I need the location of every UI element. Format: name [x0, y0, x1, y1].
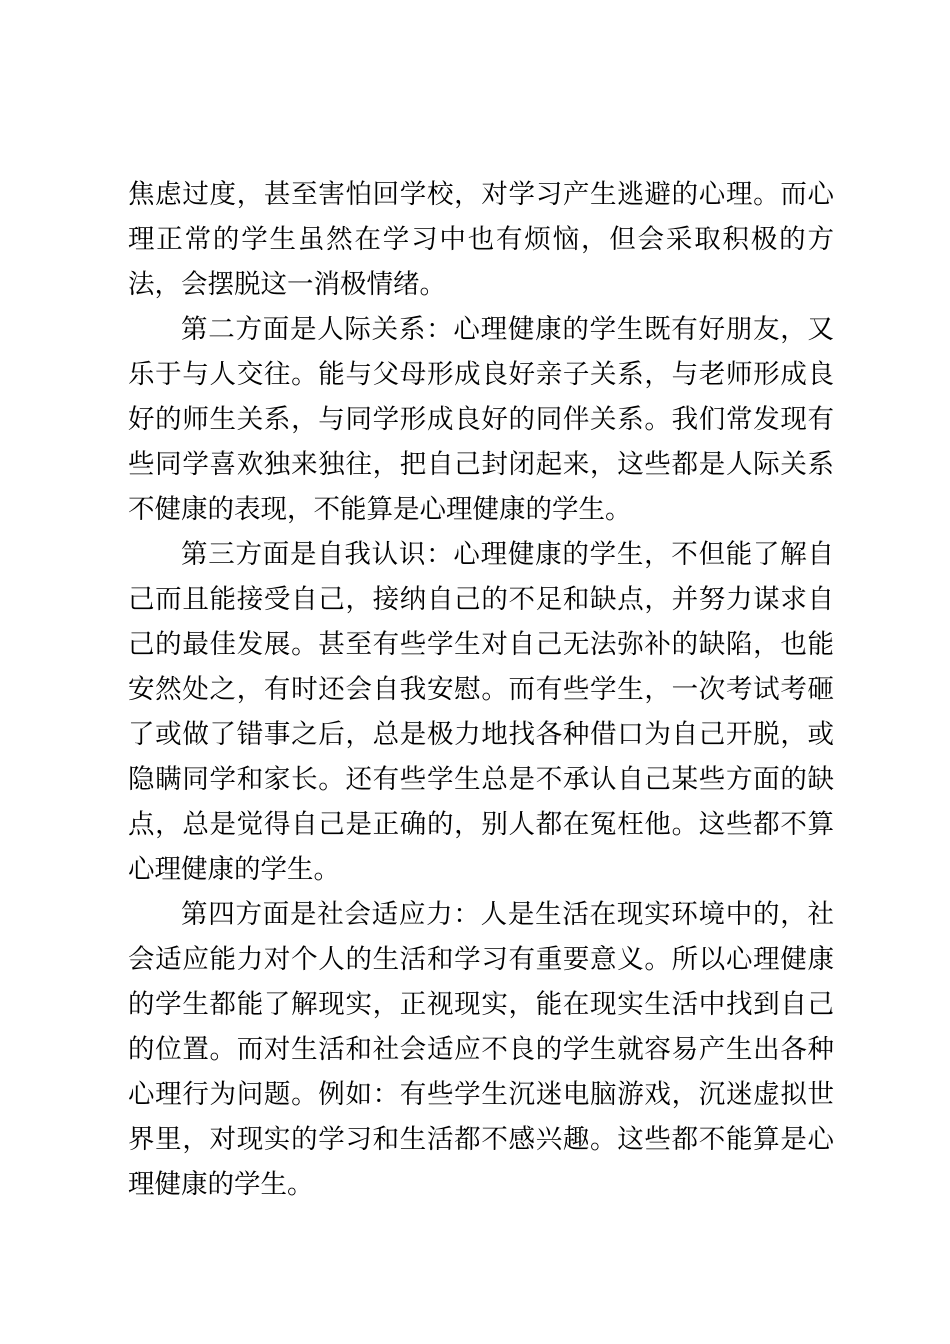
paragraph-interpersonal: 第二方面是人际关系：心理健康的学生既有好朋友，又乐于与人交往。能与父母形成良好亲子关系，与老师形成良好的师生关系，与同学形成良好的同伴关系。我们常发现有些同学喜欢独来独往，把自己封闭起来，这些都是人际关系不健康的表现，不能算是心理健康的学生。 — [128, 314, 834, 525]
paragraph-continuation: 焦虑过度，甚至害怕回学校，对学习产生逃避的心理。而心理正常的学生虽然在学习中也有烦恼，但会采取积极的方法，会摆脱这一消极情绪。 — [128, 179, 834, 300]
paragraph-self-awareness: 第三方面是自我认识：心理健康的学生，不但能了解自己而且能接受自己，接纳自己的不足和缺点，并努力谋求自己的最佳发展。甚至有些学生对自己无法弥补的缺陷，也能安然处之，有时还会自我安慰。而有些学生，一次考试考砸了或做了错事之后，总是极力地找各种借口为自己开脱，或隐瞒同学和家长。还有些学生总是不承认自己某些方面的缺点，总是觉得自己是正确的，别人都在冤枉他。这些都不算心理健康的学生。 — [128, 539, 834, 885]
paragraph-social-adaptation: 第四方面是社会适应力：人是生活在现实环境中的，社会适应能力对个人的生活和学习有重要意义。所以心理健康的学生都能了解现实，正视现实，能在现实生活中找到自己的位置。而对生活和社会适应不良的学生就容易产生出各种心理行为问题。例如：有些学生沉迷电脑游戏，沉迷虚拟世界里，对现实的学习和生活都不感兴趣。这些都不能算是心理健康的学生。 — [128, 899, 834, 1200]
document-body — [128, 172, 834, 1207]
